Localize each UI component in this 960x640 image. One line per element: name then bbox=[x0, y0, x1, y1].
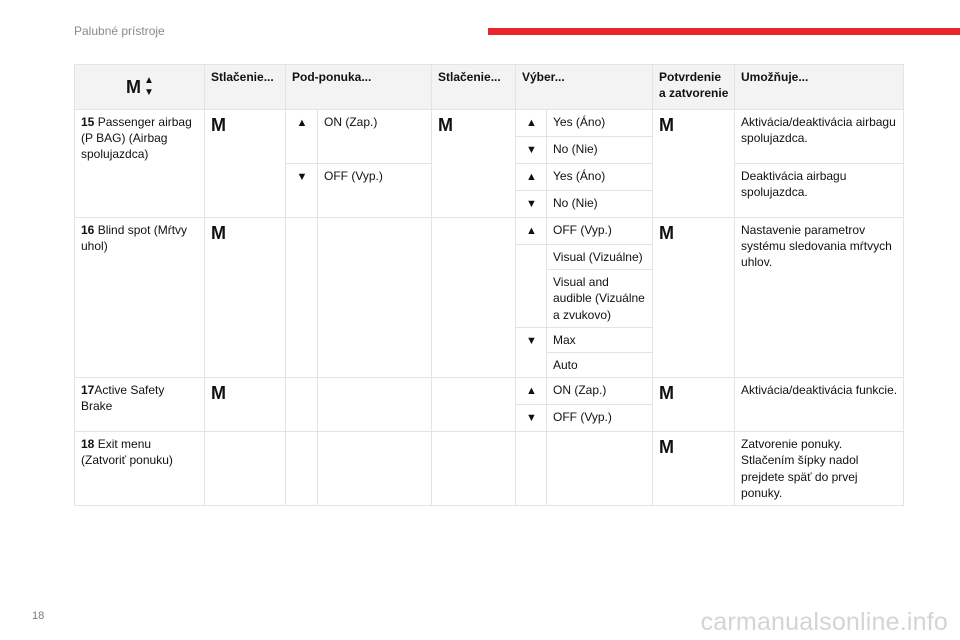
arrow-down-icon: ▼ bbox=[526, 144, 537, 156]
selection-option: No (Nie) bbox=[547, 191, 653, 218]
empty-cell bbox=[286, 378, 318, 432]
arrow-cell bbox=[516, 405, 547, 432]
m-key-icon: M bbox=[438, 115, 453, 135]
m-key-icon: M bbox=[659, 383, 675, 404]
menu-item-name: Active Safety Brake bbox=[81, 383, 165, 414]
menu-item-number: 15 bbox=[81, 115, 95, 129]
header-accent-bar bbox=[488, 28, 960, 35]
header-icon-cell bbox=[75, 65, 205, 110]
press-cell bbox=[205, 218, 286, 378]
empty-cell bbox=[205, 432, 286, 506]
empty-cell bbox=[432, 378, 516, 432]
empty-cell bbox=[318, 378, 432, 432]
column-header: Pod-ponuka... bbox=[286, 65, 432, 110]
menu-item-cell bbox=[75, 432, 205, 506]
arrow-cell bbox=[516, 137, 547, 164]
confirm-cell bbox=[653, 110, 735, 218]
column-header: Stlačenie... bbox=[205, 65, 286, 110]
table-row bbox=[75, 110, 904, 137]
arrow-up-icon: ▲ bbox=[526, 225, 537, 237]
arrow-up-icon: ▲ bbox=[144, 75, 154, 86]
confirm-cell bbox=[653, 432, 735, 506]
menu-item-number: 17 bbox=[81, 383, 95, 398]
menu-item-cell bbox=[75, 378, 205, 432]
m-key-icon: M bbox=[659, 223, 675, 243]
empty-cell bbox=[286, 218, 318, 378]
selection-option: Max bbox=[547, 327, 653, 352]
selection-option: Visual (Vizuálne) bbox=[547, 245, 653, 270]
arrow-cell bbox=[286, 164, 318, 218]
empty-cell bbox=[432, 218, 516, 378]
m-key-icon: M bbox=[659, 437, 675, 458]
press-cell bbox=[432, 110, 516, 218]
m-key-icon: M bbox=[211, 223, 226, 243]
column-header: Výber... bbox=[516, 65, 653, 110]
empty-cell bbox=[516, 432, 547, 506]
menu-item-number: 18 bbox=[81, 437, 95, 452]
column-header: Stlačenie... bbox=[432, 65, 516, 110]
menu-item-name: Passenger airbag (P BAG) (Airbag spolujazdca) bbox=[81, 115, 192, 162]
selection-option: No (Nie) bbox=[547, 137, 653, 164]
arrow-cell bbox=[516, 245, 547, 328]
empty-cell bbox=[547, 432, 653, 506]
menu-item-cell bbox=[75, 218, 205, 378]
submenu-option: ON (Zap.) bbox=[318, 110, 432, 164]
selection-option: OFF (Vyp.) bbox=[547, 218, 653, 245]
arrow-down-icon: ▼ bbox=[526, 198, 537, 210]
watermark: carmanualsonline.info bbox=[700, 608, 948, 636]
empty-cell bbox=[286, 432, 318, 506]
submenu-option: OFF (Vyp.) bbox=[318, 164, 432, 218]
table-row bbox=[75, 432, 904, 506]
description-cell: Aktivácia/deaktivácia funkcie. bbox=[735, 378, 904, 432]
arrow-cell bbox=[286, 110, 318, 164]
m-key-icon: M bbox=[211, 383, 226, 404]
description-cell: Zatvorenie ponuky. Stlačením šípky nadol prejdete späť do prvej ponuky. bbox=[735, 432, 904, 506]
selection-option: Auto bbox=[547, 352, 653, 377]
confirm-cell bbox=[653, 218, 735, 378]
arrow-cell bbox=[516, 378, 547, 405]
arrow-cell bbox=[516, 218, 547, 245]
arrow-down-icon: ▼ bbox=[526, 412, 537, 425]
press-cell bbox=[205, 110, 286, 218]
arrow-cell bbox=[516, 110, 547, 137]
description-cell: Aktivácia/deaktivácia airbagu spolujazdca. bbox=[735, 110, 904, 164]
arrow-down-icon: ▼ bbox=[144, 87, 154, 98]
selection-option: ON (Zap.) bbox=[547, 378, 653, 405]
selection-option: Yes (Áno) bbox=[547, 110, 653, 137]
arrow-down-icon: ▼ bbox=[296, 171, 308, 183]
menu-item-number: 16 bbox=[81, 223, 95, 237]
arrow-up-icon: ▲ bbox=[526, 171, 537, 183]
arrow-up-icon: ▲ bbox=[526, 385, 537, 398]
empty-cell bbox=[432, 432, 516, 506]
menu-item-name: Blind spot (Mŕtvy uhol) bbox=[81, 223, 188, 254]
description-cell: Deaktivácia airbagu spolujazdca. bbox=[735, 164, 904, 218]
page-header-title: Palubné prístroje bbox=[74, 24, 165, 38]
arrow-up-icon: ▲ bbox=[296, 117, 308, 129]
press-cell bbox=[205, 378, 286, 432]
arrow-cell bbox=[516, 164, 547, 191]
selection-option: Visual and audible (Vizuálne a zvukovo) bbox=[547, 270, 653, 328]
table-row bbox=[75, 378, 904, 405]
empty-cell bbox=[318, 218, 432, 378]
selection-option: OFF (Vyp.) bbox=[547, 405, 653, 432]
selection-option: Yes (Áno) bbox=[547, 164, 653, 191]
menu-table bbox=[74, 64, 904, 506]
m-key-icon: M bbox=[659, 115, 675, 135]
empty-cell bbox=[318, 432, 432, 506]
table-header-row bbox=[75, 65, 904, 110]
page-number: 18 bbox=[32, 610, 45, 622]
arrow-down-icon: ▼ bbox=[526, 334, 537, 347]
arrow-cell bbox=[516, 327, 547, 377]
confirm-cell bbox=[653, 378, 735, 432]
arrow-cell bbox=[516, 191, 547, 218]
table-row bbox=[75, 218, 904, 245]
m-key-icon: M bbox=[211, 115, 226, 135]
description-cell: Nastavenie parametrov systému sledovania mŕtvych uhlov. bbox=[735, 218, 904, 378]
arrow-up-icon: ▲ bbox=[526, 117, 537, 129]
menu-item-name: Exit menu (Zatvoriť ponuku) bbox=[81, 437, 173, 468]
column-header: Umožňuje... bbox=[735, 65, 904, 110]
m-key-icon: M bbox=[126, 77, 142, 97]
menu-item-cell bbox=[75, 110, 205, 218]
column-header: Potvrdenie a zatvorenie bbox=[653, 65, 735, 110]
